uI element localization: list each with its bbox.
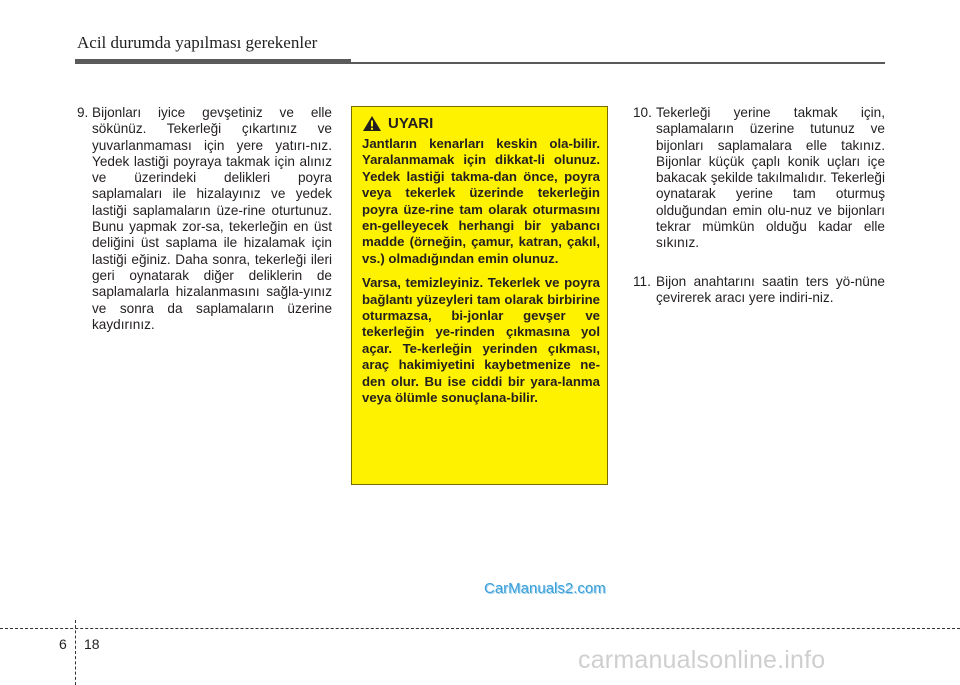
chapter-number: 6 xyxy=(59,636,67,652)
header-rule-thin xyxy=(351,62,885,64)
section-title: Acil durumda yapılması gerekenler xyxy=(77,33,318,52)
step-9 xyxy=(77,105,332,333)
step-number: 11. xyxy=(633,274,651,289)
watermark-link[interactable]: CarManuals2.com xyxy=(484,580,606,597)
page-number: 18 xyxy=(84,636,100,652)
step-text: Bijonları iyice gevşetiniz ve elle sökünüz. Tekerleği çıkartınız ve yuvarlanmaması için yere yatırı-nız. Yedek lastiği poyraya takmak için alınız ve üzerindeki delikleri poyra saplamaları ile hizalayınız ve yedek lastiği saplamaların üze-rine oturtunuz. Bunu yapmak zor-sa, tekerleğin en üst deliğini üst saplama ile hizalamak için lastiği eğiniz. Daha sonra, tekerleği ileri geri oynatarak diğer deliklerin de saplamalarla hizalanmasını sağla-yınız ve sonra da saplamaların üzerine kaydırınız. xyxy=(92,105,332,332)
step-text: Tekerleği yerine takmak için, saplamaların üzerine tutunuz ve bijonları saplamalara elle takınız. Bijonlar küçük çaplı konik uçları içe bakacak şekilde takılmalıdır. Tekerleği oynatarak yerine tam oturmuş olduğundan emin olu-nuz ve bijonları tekrar mümkün olduğu kadar elle sıkınız. xyxy=(656,105,885,251)
step-11 xyxy=(633,274,885,307)
step-number: 10. xyxy=(633,105,652,120)
step-text: Bijon anahtarını saatin ters yö-nüne çevirerek aracı yere indiri-niz. xyxy=(656,274,885,306)
warning-paragraph: Jantların kenarları keskin ola-bilir. Yaralanmamak için dikkat-li olunuz. Yedek lastiği takma-dan önce, poyra veya tekerlek üzerinde tekerleğin poyra üze-rine tam olarak oturmasını en-gelleyecek herhangi bir yabancı madde (örneğin, çamur, katran, çakıl, vs.) olmadığından emin olunuz. xyxy=(362,136,600,266)
warning-header xyxy=(362,115,600,132)
step-number: 9. xyxy=(77,105,89,120)
header-rule xyxy=(75,59,351,64)
warning-title: UYARI xyxy=(388,115,434,132)
footer-watermark: carmanualsonline.info xyxy=(578,646,826,674)
footer-divider xyxy=(75,620,76,685)
warning-box xyxy=(351,106,608,485)
footer-rule xyxy=(0,628,960,629)
step-10 xyxy=(633,105,885,252)
warning-triangle-icon xyxy=(362,115,382,132)
warning-paragraph: Varsa, temizleyiniz. Tekerlek ve poyra bağlantı yüzeyleri tam olarak birbirine oturmazsa, bi-jonlar gevşer ve tekerleğin ye-rinden çıkmasına yol açar. Te-kerleğin yerinden çıkması, araç hakimiyetini kaybetmenize ne-den olur. Bu ise ciddi bir yara-lanma veya ölümle sonuçlana-bilir. xyxy=(362,275,600,406)
